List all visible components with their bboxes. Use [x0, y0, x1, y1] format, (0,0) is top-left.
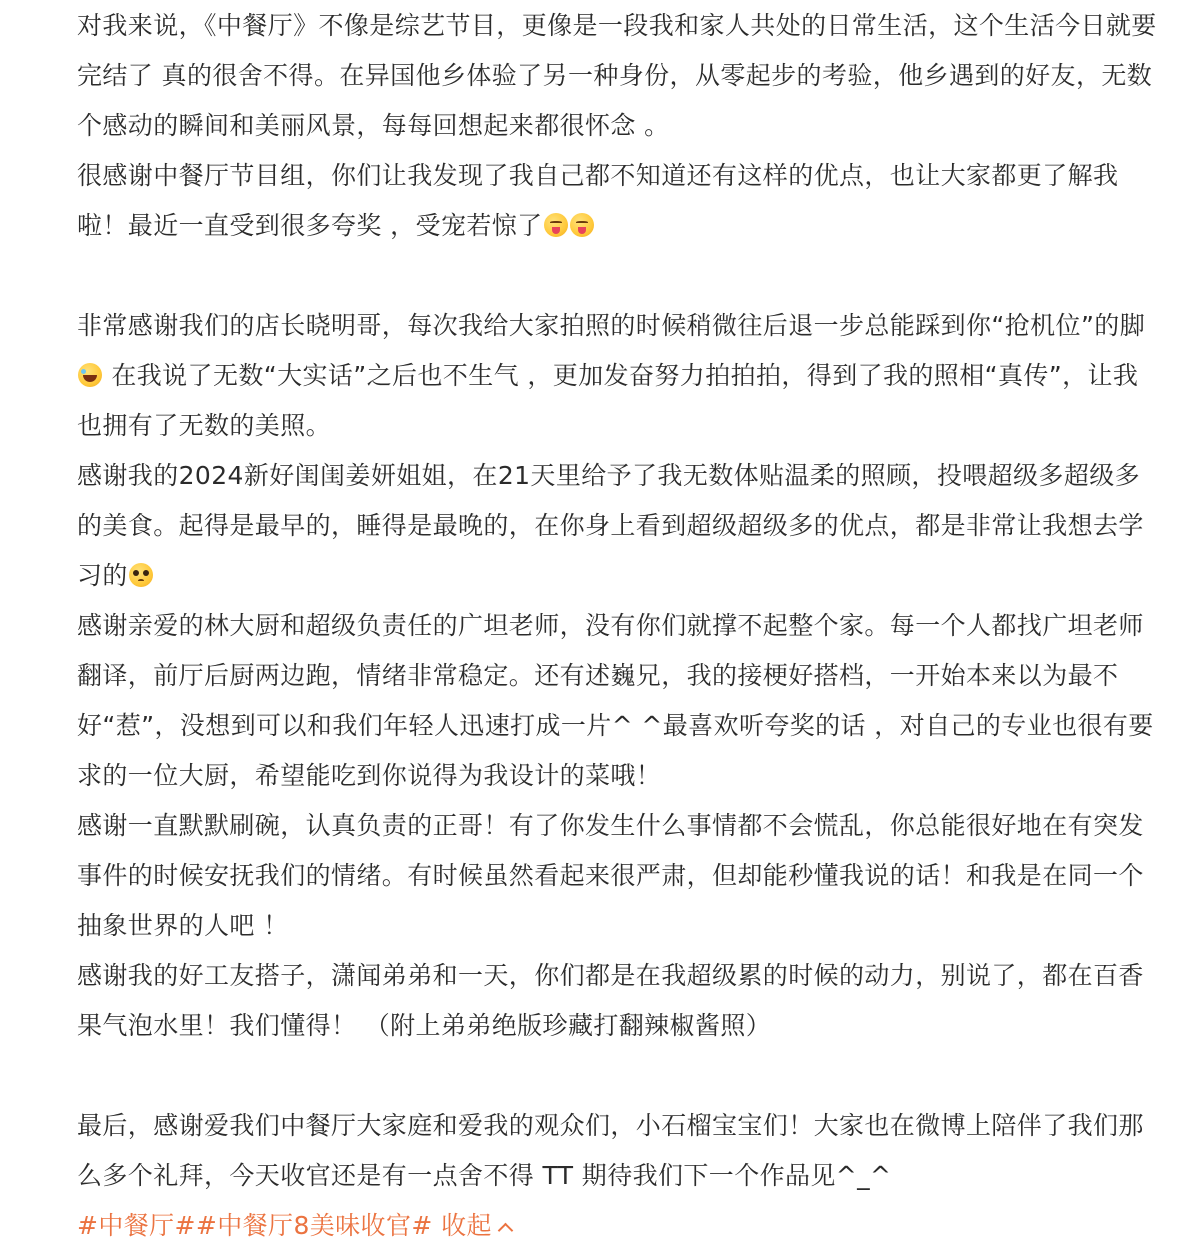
post-paragraph	[77, 451, 1162, 601]
post-paragraph	[77, 301, 1162, 451]
collapse-button[interactable]	[441, 1211, 511, 1240]
chevron-up-icon	[498, 1223, 514, 1239]
post-text: 感谢一直默默刷碗，认真负责的正哥！有了你发生什么事情都不会慌乱，你总能很好地在有突发事件的时候安抚我们的情绪。有时候虽然看起来很严肃，但却能秒懂我说的话！和我是在同一个抽象世界的人吧 ！	[77, 811, 1144, 940]
post-paragraph	[77, 1, 1162, 151]
tongue-emoji-icon	[544, 213, 568, 237]
paragraph-gap	[77, 251, 1162, 301]
post-text: 对我来说，《中餐厅》不像是综艺节目，更像是一段我和家人共处的日常生活，这个生活今日就要完结了 真的很舍不得。在异国他乡体验了另一种身份，从零起步的考验，他乡遇到的好友，无数个感动的瞬间和美丽风景，每每回想起来都很怀念 。	[77, 11, 1157, 140]
post-text: 在我说了无数“大实话”之后也不生气 ，更加发奋努力拍拍拍，得到了我的照相“真传”，让我也拥有了无数的美照。	[77, 361, 1139, 440]
tags-line	[77, 1201, 1162, 1251]
post-paragraph	[77, 1101, 1162, 1201]
hashtag-link[interactable]: #中餐厅#	[77, 1211, 196, 1240]
post-text: 非常感谢我们的店长晓明哥，每次我给大家拍照的时候稍微往后退一步总能踩到你“抢机位”的脚	[77, 311, 1146, 340]
post-paragraph	[77, 801, 1162, 951]
post-text: 最后，感谢爱我们中餐厅大家庭和爱我的观众们，小石榴宝宝们！大家也在微博上陪伴了我们那么多个礼拜，今天收官还是有一点舍不得 TT 期待我们下一个作品见^_^	[77, 1111, 1144, 1190]
post-body	[77, 1, 1162, 1251]
hashtag-link[interactable]: #中餐厅8美味收官#	[195, 1211, 433, 1240]
post-paragraph	[77, 601, 1162, 801]
post-text: 感谢我的2024新好闺闺姜妍姐姐，在21天里给予了我无数体贴温柔的照顾，投喂超级多超级多的美食。起得是最早的，睡得是最晚的，在你身上看到超级超级多的优点，都是非常让我想去学习的	[77, 461, 1144, 590]
post-text: 感谢我的好工友搭子，潇闻弟弟和一天，你们都是在我超级累的时候的动力，别说了，都在百香果气泡水里！我们懂得！ （附上弟弟绝版珍藏打翻辣椒酱照）	[77, 961, 1144, 1040]
laughing-emoji-icon	[78, 363, 102, 387]
tongue-emoji-icon	[570, 213, 594, 237]
pleading-emoji-icon	[129, 563, 153, 587]
post-text: 感谢亲爱的林大厨和超级负责任的广坦老师，没有你们就撑不起整个家。每一个人都找广坦老师翻译，前厅后厨两边跑，情绪非常稳定。还有述巍兄，我的接梗好搭档，一开始本来以为最不好“惹”，没想到可以和我们年轻人迅速打成一片^ ^最喜欢听夸奖的话 ，对自己的专业也很有要求的一位大厨，希望能吃到你说得为我设计的菜哦！	[77, 611, 1154, 790]
paragraph-gap	[77, 1051, 1162, 1101]
post-paragraph	[77, 151, 1162, 251]
collapse-label: 收起	[441, 1211, 492, 1240]
post-text: 很感谢中餐厅节目组，你们让我发现了我自己都不知道还有这样的优点，也让大家都更了解我啦！最近一直受到很多夸奖 ，受宠若惊了	[77, 161, 1119, 240]
post-paragraph	[77, 951, 1162, 1051]
